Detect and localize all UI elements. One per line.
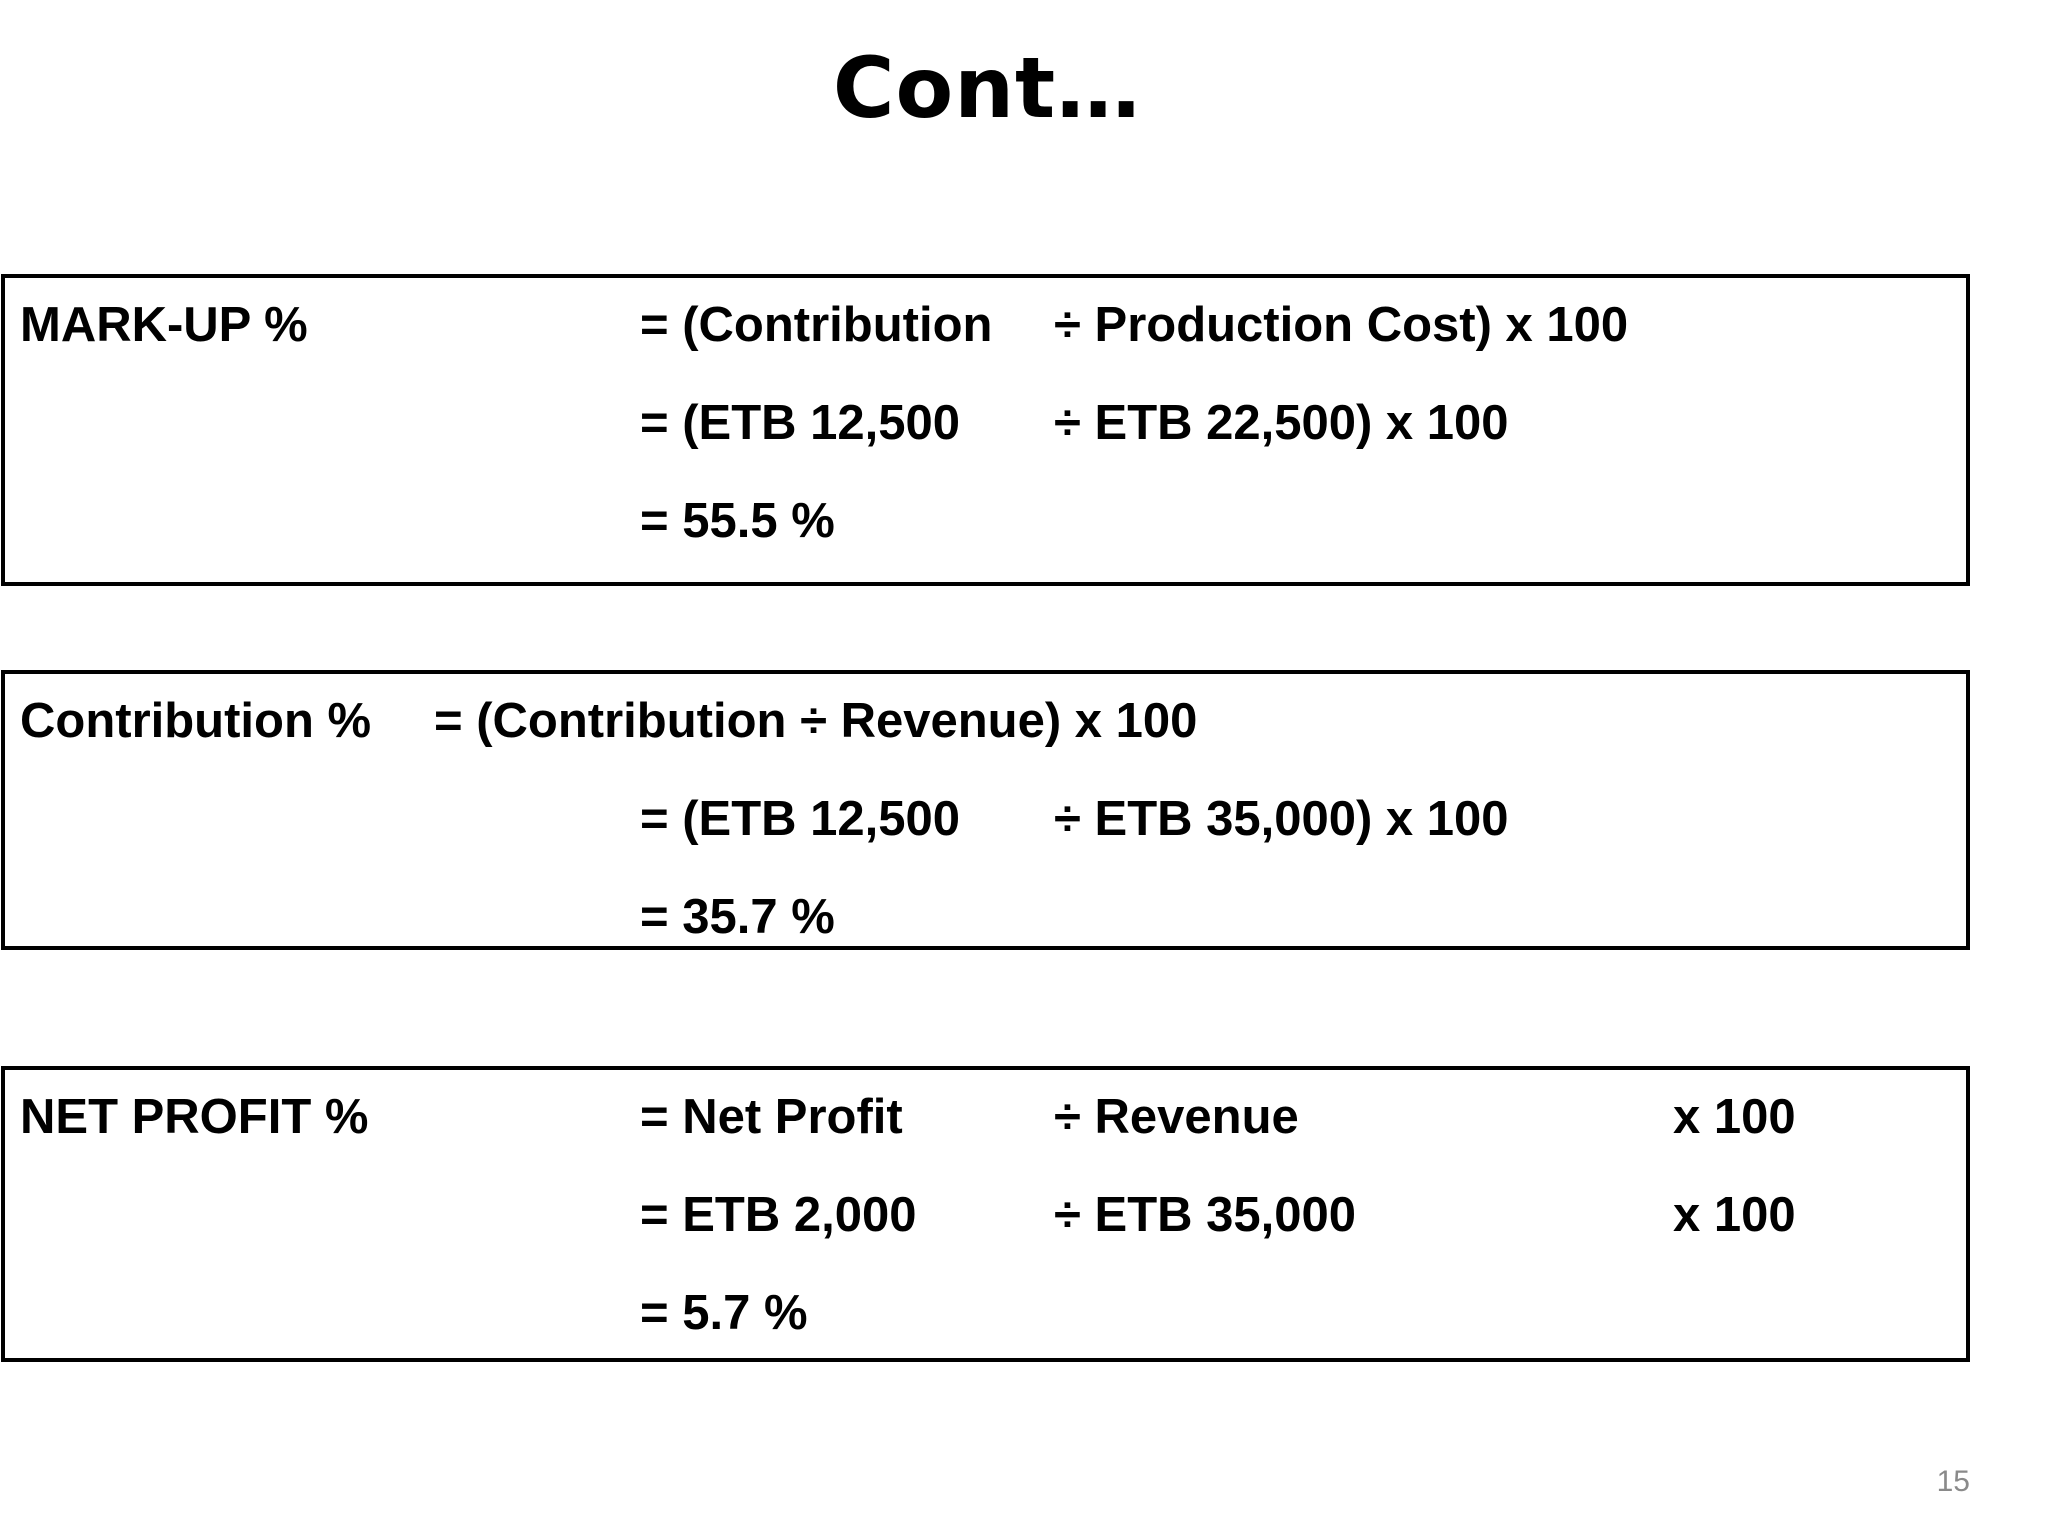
contribution-result: = 35.7 % — [640, 890, 835, 944]
contribution-values-expression: = (ETB 12,500 — [640, 792, 961, 846]
contribution-values-divisor: ÷ ETB 35,000) x 100 — [1054, 792, 1509, 846]
net-profit-values-divisor: ÷ ETB 35,000 — [1054, 1188, 1356, 1242]
markup-label: MARK-UP % — [20, 298, 308, 352]
markup-formula-expression: = (Contribution — [640, 298, 993, 352]
net-profit-result: = 5.7 % — [640, 1286, 808, 1340]
net-profit-values-multiplier: x 100 — [1673, 1188, 1796, 1242]
contribution-formula: = (Contribution ÷ Revenue) x 100 — [434, 694, 1198, 748]
markup-result: = 55.5 % — [640, 494, 835, 548]
markup-values-divisor: ÷ ETB 22,500) x 100 — [1054, 396, 1509, 450]
markup-formula-divisor: ÷ Production Cost) x 100 — [1054, 298, 1629, 352]
page-number: 15 — [1936, 1465, 1970, 1498]
slide-title: Cont… — [832, 39, 1142, 137]
net-profit-formula-multiplier: x 100 — [1673, 1090, 1796, 1144]
net-profit-formula-divisor: ÷ Revenue — [1054, 1090, 1299, 1144]
net-profit-formula-expression: = Net Profit — [640, 1090, 903, 1144]
markup-values-expression: = (ETB 12,500 — [640, 396, 961, 450]
net-profit-label: NET PROFIT % — [20, 1090, 369, 1144]
net-profit-values-expression: = ETB 2,000 — [640, 1188, 917, 1242]
contribution-label: Contribution % — [20, 694, 372, 748]
